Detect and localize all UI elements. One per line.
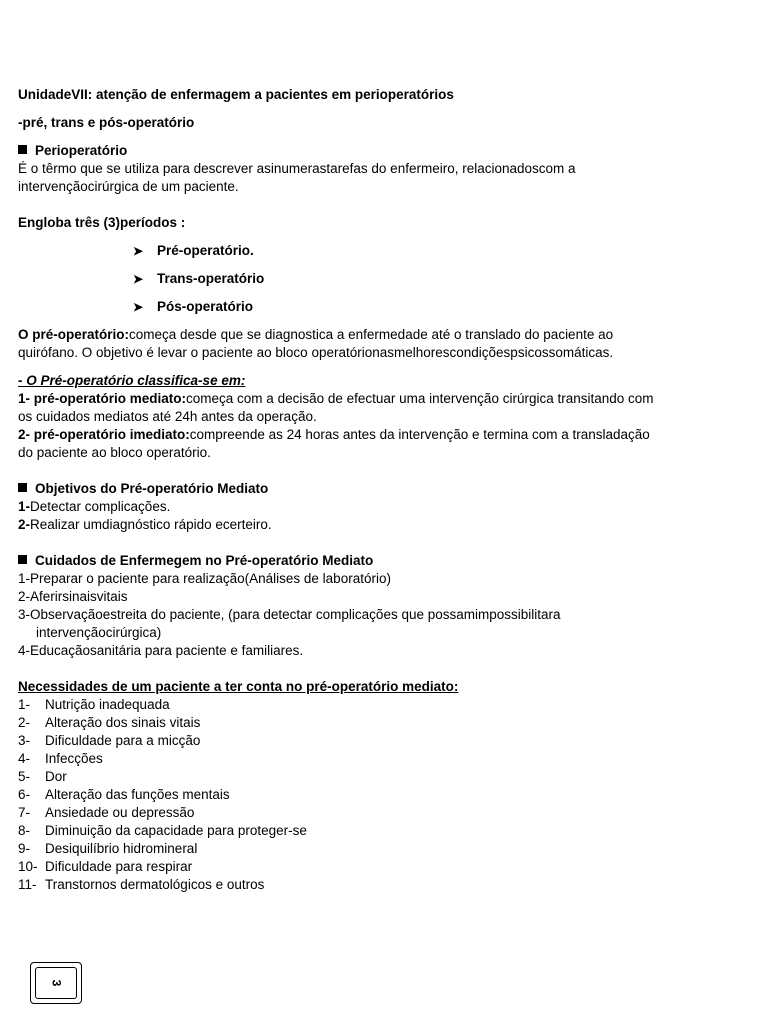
- list-item: [18, 840, 753, 858]
- list-item-text: Ansiedade ou depressão: [45, 805, 195, 820]
- list-item-number: 11-: [18, 877, 37, 892]
- cuidados-item-continuation: intervençãocirúrgica): [36, 625, 162, 640]
- objective-item: [18, 516, 753, 534]
- cuidados-item: 2-Aferirsinaisvitais: [18, 589, 128, 604]
- list-item: [18, 804, 753, 822]
- imediato-label: 2- pré-operatório imediato:: [18, 427, 190, 442]
- necessidades-list: [18, 696, 753, 894]
- list-item-text: Infecções: [45, 751, 103, 766]
- arrowhead-bullet-icon: ➤: [133, 244, 144, 258]
- list-item-text: Dificuldade para a micção: [45, 733, 201, 748]
- list-item: [18, 696, 753, 714]
- page-number-box: [30, 962, 82, 1004]
- list-item-number: 7-: [18, 805, 31, 820]
- mediato-paragraph-1: [18, 390, 753, 408]
- list-item-text: Alteração das funções mentais: [45, 787, 230, 802]
- period-item-text: Pós-operatório: [157, 299, 254, 314]
- objective-number: 1-: [18, 499, 31, 514]
- imediato-text-1: compreende as 24 horas antes da intervenção e termina com a transladação: [189, 427, 650, 442]
- list-item-number: 10-: [18, 859, 38, 874]
- objective-text: Detectar complicações.: [30, 499, 171, 514]
- preop-paragraph-1: [18, 326, 753, 344]
- list-item-number: 2-: [18, 715, 31, 730]
- list-item: [18, 858, 753, 876]
- page-number-frame: [35, 967, 77, 999]
- list-item: [18, 732, 753, 750]
- cuidados-item: 1-Preparar o paciente para realização(Análises de laboratório): [18, 571, 391, 586]
- objective-item: [18, 498, 753, 516]
- objectives-heading-text: Objetivos do Pré-operatório Mediato: [35, 481, 269, 496]
- page-subtitle: -pré, trans e pós-operatório: [18, 115, 195, 130]
- cuidados-item: 4-Educaçãosanitária para paciente e familiares.: [18, 643, 304, 658]
- periods-heading: Engloba três (3)períodos :: [18, 215, 186, 230]
- square-bullet-icon: [18, 555, 27, 564]
- preop-label: O pré-operatório:: [18, 327, 130, 342]
- cuidados-item: 3-Observaçãoestreita do paciente, (para detectar complicações que possamimpossibilitara: [18, 607, 561, 622]
- list-item-text: Dor: [45, 769, 67, 784]
- objective-number: 2-: [18, 517, 31, 532]
- classification-heading: - O Pré-operatório classifica-se em:: [18, 373, 246, 388]
- necessidades-heading: Necessidades de um paciente a ter conta no pré-operatório mediato:: [18, 679, 459, 694]
- period-item: [133, 242, 753, 260]
- list-item: [18, 786, 753, 804]
- mediato-text-2: os cuidados mediatos até 24h antes da operação.: [18, 409, 317, 424]
- period-item-text: Pré-operatório.: [157, 243, 254, 258]
- preop-text-2: quirófano. O objetivo é levar o paciente ao bloco operatórionasmelhorescondiçõespsicossomáticas.: [18, 345, 614, 360]
- list-item-text: Transtornos dermatológicos e outros: [45, 877, 265, 892]
- objectives-heading: [18, 480, 753, 498]
- arrowhead-bullet-icon: ➤: [133, 300, 144, 314]
- list-item-number: 4-: [18, 751, 31, 766]
- imediato-paragraph-1: [18, 426, 753, 444]
- list-item-text: Desiquilíbrio hidromineral: [45, 841, 198, 856]
- objective-text: Realizar umdiagnóstico rápido ecerteiro.: [30, 517, 272, 532]
- list-item-number: 8-: [18, 823, 31, 838]
- list-item-text: Alteração dos sinais vitais: [45, 715, 201, 730]
- page-number: 3: [49, 979, 63, 987]
- imediato-text-2: do paciente ao bloco operatório.: [18, 445, 211, 460]
- perioperatorio-heading-text: Perioperatório: [35, 143, 128, 158]
- list-item-text: Nutrição inadequada: [45, 697, 170, 712]
- list-item-number: 6-: [18, 787, 31, 802]
- preop-text-1: começa desde que se diagnostica a enfermedade até o translado do paciente ao: [129, 327, 614, 342]
- list-item-number: 1-: [18, 697, 31, 712]
- list-item-text: Diminuição da capacidade para proteger-se: [45, 823, 307, 838]
- list-item: [18, 750, 753, 768]
- period-item-text: Trans-operatório: [157, 271, 265, 286]
- square-bullet-icon: [18, 145, 27, 154]
- list-item-number: 5-: [18, 769, 31, 784]
- square-bullet-icon: [18, 483, 27, 492]
- list-item: [18, 876, 753, 894]
- list-item-text: Dificuldade para respirar: [45, 859, 193, 874]
- perioperatorio-heading: [18, 142, 753, 160]
- page-title: UnidadeVII: atenção de enfermagem a pacientes em perioperatórios: [18, 87, 454, 102]
- document-page: [18, 86, 753, 894]
- mediato-text-1: começa com a decisão de efectuar uma intervenção cirúrgica transitando com: [186, 391, 654, 406]
- list-item: [18, 714, 753, 732]
- list-item-number: 9-: [18, 841, 31, 856]
- mediato-label: 1- pré-operatório mediato:: [18, 391, 187, 406]
- list-item: [18, 768, 753, 786]
- perioperatorio-text-1: É o têrmo que se utiliza para descrever asinumerastarefas do enfermeiro, relacionadoscom a: [18, 161, 576, 176]
- list-item-number: 3-: [18, 733, 31, 748]
- list-item: [18, 822, 753, 840]
- arrowhead-bullet-icon: ➤: [133, 272, 144, 286]
- perioperatorio-text-2: intervençãocirúrgica de um paciente.: [18, 179, 239, 194]
- period-item: [133, 298, 753, 316]
- period-item: [133, 270, 753, 288]
- cuidados-heading-text: Cuidados de Enfermegem no Pré-operatório Mediato: [35, 553, 374, 568]
- cuidados-heading: [18, 552, 753, 570]
